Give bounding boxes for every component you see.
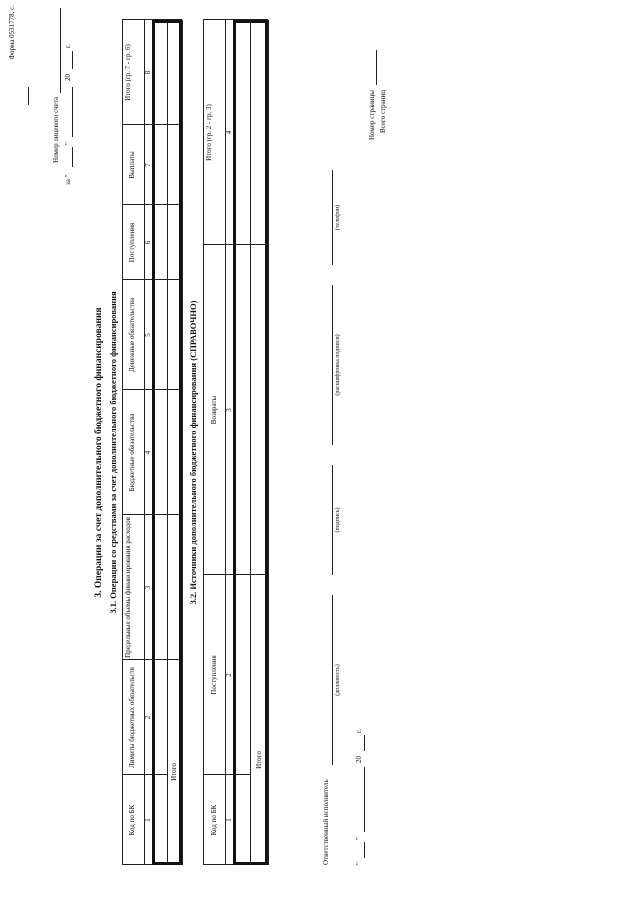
form-code: Форма 0531778, с. xyxy=(8,5,16,60)
year-suffix: г. xyxy=(64,44,72,48)
date-quote: " xyxy=(64,142,72,145)
t2-num-2: 2 xyxy=(225,673,233,677)
t1-num-8: 8 xyxy=(144,70,152,75)
section-3-1-title: 3.1. Операции со средствами за счет дополнительного бюджетного финансирования xyxy=(108,291,118,614)
position-caption: (должность) xyxy=(335,664,341,696)
position-field[interactable] xyxy=(332,595,333,765)
date-month-field[interactable] xyxy=(72,87,73,137)
page-number-label: Номер страницы xyxy=(368,90,376,141)
total-pages-label: Всего страниц xyxy=(379,90,387,134)
year-prefix: 20 xyxy=(64,74,72,81)
sign-date-day-field[interactable] xyxy=(364,842,365,858)
sign-date-month-field[interactable] xyxy=(364,767,365,832)
table2-top-line xyxy=(203,20,204,865)
sign-date-quote-open: " xyxy=(355,862,363,865)
t1-header-money-obligations: Денежные обязательства xyxy=(128,297,136,373)
t1-header-receipts: Поступления xyxy=(128,222,136,263)
t1-total-label: Итого xyxy=(170,763,178,781)
t1-num-3: 3 xyxy=(144,585,152,590)
table1-total-bottom xyxy=(182,20,183,865)
section-3-2-title: 3.2. Источники дополнительного бюджетного финансирования (СПРАВОЧНО) xyxy=(188,300,198,605)
table2-total-bottom xyxy=(268,20,269,865)
t1-header-volumes: Предельные объемы финансирования расходов xyxy=(124,517,132,658)
page-number-field[interactable] xyxy=(376,50,377,85)
t1-num-6: 6 xyxy=(144,240,152,245)
t1-num-7: 7 xyxy=(144,163,152,167)
signature-caption: (подпись) xyxy=(335,507,341,533)
t2-num-1: 1 xyxy=(225,818,233,822)
t2-header-total: Итого (гр. 2 - гр. 3) xyxy=(205,104,213,161)
responsible-label: Ответственный исполнитель xyxy=(322,779,330,865)
table2-data-frame[interactable] xyxy=(233,20,268,865)
t1-header-limits: Лимиты бюджетных обязательств xyxy=(128,667,136,768)
account-number-field[interactable] xyxy=(60,8,62,93)
sign-date-quote-close: " xyxy=(355,837,363,840)
t1-header-payments: Выплаты xyxy=(128,151,136,179)
t2-header-receipts: Поступления xyxy=(210,655,218,695)
decode-field[interactable] xyxy=(332,285,333,445)
account-label: Номер лицевого счета xyxy=(52,97,60,163)
date-prefix: за " xyxy=(64,174,72,185)
sign-year-field[interactable] xyxy=(364,735,365,751)
sign-year-suffix: г. xyxy=(355,729,363,733)
t2-total-label: Итого xyxy=(255,751,263,769)
t1-num-4: 4 xyxy=(144,450,152,455)
year-field[interactable] xyxy=(72,51,73,69)
t1-header-total: Итого (гр. 7 - гр. 6) xyxy=(124,44,132,101)
table1-data-frame[interactable] xyxy=(152,20,182,865)
table1-top-line xyxy=(122,20,123,865)
t2-header-code: Код по БК xyxy=(210,804,218,836)
t2-num-4: 4 xyxy=(225,130,233,135)
signature-field[interactable] xyxy=(332,465,333,575)
decode-caption: (расшифровка подписи) xyxy=(335,334,341,396)
section-3-title: 3. Операции за счет дополнительного бюджетного финансирования xyxy=(94,307,104,598)
t1-header-code: Код по БК xyxy=(128,804,136,836)
form-page-field[interactable] xyxy=(20,87,29,105)
t1-header-budget-obligations: Бюджетные обязательства xyxy=(128,413,136,492)
sign-year-prefix: 20 xyxy=(355,756,363,763)
t2-header-returns: Возвраты xyxy=(210,395,218,425)
t1-num-1: 1 xyxy=(144,818,152,822)
phone-field[interactable] xyxy=(332,170,333,265)
date-day-field[interactable] xyxy=(72,147,73,167)
t1-num-2: 2 xyxy=(144,715,152,720)
phone-caption: (телефон) xyxy=(335,204,341,231)
t1-num-5: 5 xyxy=(144,333,152,337)
t2-num-3: 3 xyxy=(225,408,233,412)
